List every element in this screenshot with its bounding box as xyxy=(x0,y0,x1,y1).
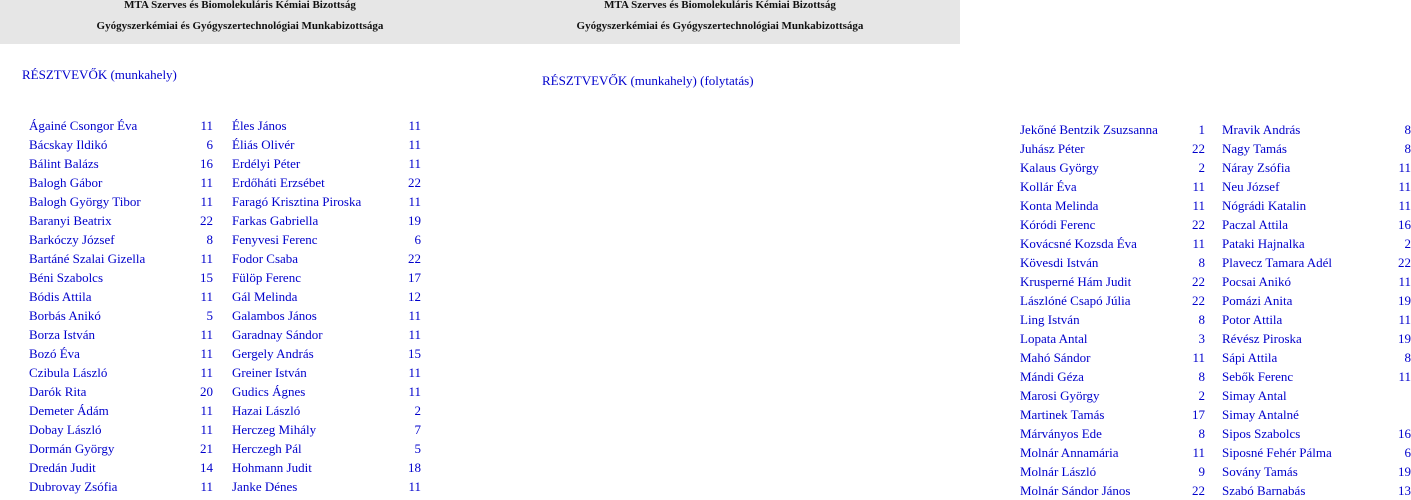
participant-name: Éliás Olivér xyxy=(232,135,294,154)
workplace-number: 19 xyxy=(1398,462,1411,481)
participant-name: Herczeg Mihály xyxy=(232,420,316,439)
participant-name: Demeter Ádám xyxy=(29,401,109,420)
workplace-number: 6 xyxy=(415,230,422,249)
workplace-number: 11 xyxy=(1398,196,1411,215)
participant-row xyxy=(1222,234,1411,253)
page-title: RÉSZTVEVŐK (munkahely) xyxy=(22,67,177,83)
workplace-number: 11 xyxy=(408,135,421,154)
workplace-number: 8 xyxy=(1405,348,1411,367)
participant-name: Ágainé Csongor Éva xyxy=(29,116,137,135)
participant-name: Ling István xyxy=(1020,310,1080,329)
workplace-number: 15 xyxy=(200,268,213,287)
participant-name: Galambos János xyxy=(232,306,317,325)
participant-row xyxy=(232,439,421,458)
participant-row xyxy=(1222,481,1411,500)
workplace-number: 16 xyxy=(1398,424,1411,443)
participant-name: Kalaus György xyxy=(1020,158,1099,177)
participant-name: Farkas Gabriella xyxy=(232,211,318,230)
participant-row xyxy=(29,287,213,306)
participant-row xyxy=(232,325,421,344)
participant-list-col2 xyxy=(1222,120,1411,500)
participant-row xyxy=(1020,234,1205,253)
workplace-number: 11 xyxy=(200,325,213,344)
participant-name: Balogh György Tibor xyxy=(29,192,141,211)
participant-name: Mravik András xyxy=(1222,120,1300,139)
workplace-number: 11 xyxy=(1398,158,1411,177)
participant-name: Bácskay Ildikó xyxy=(29,135,107,154)
participant-name: Sovány Tamás xyxy=(1222,462,1298,481)
participant-row xyxy=(1020,329,1205,348)
participant-name: Lászlóné Csapó Júlia xyxy=(1020,291,1130,310)
workplace-number: 11 xyxy=(408,382,421,401)
participant-name: Neu József xyxy=(1222,177,1279,196)
participant-name: Juhász Péter xyxy=(1020,139,1085,158)
workplace-number: 11 xyxy=(408,192,421,211)
workplace-number: 11 xyxy=(1192,234,1205,253)
participant-name: Náray Zsófia xyxy=(1222,158,1290,177)
header-subcommittee: Gyógyszerkémiai és Gyógyszertechnológiai Munkabizottsága xyxy=(0,20,480,32)
page-header xyxy=(480,0,960,44)
participant-name: Szabó Barnabás xyxy=(1222,481,1305,500)
participant-name: Pataki Hajnalka xyxy=(1222,234,1305,253)
participant-row xyxy=(232,344,421,363)
workplace-number: 22 xyxy=(408,249,421,268)
participant-name: Bálint Balázs xyxy=(29,154,99,173)
participant-name: Garadnay Sándor xyxy=(232,325,323,344)
workplace-number: 12 xyxy=(408,287,421,306)
participant-name: Plavecz Tamara Adél xyxy=(1222,253,1332,272)
participant-name: Molnár László xyxy=(1020,462,1096,481)
participant-name: Sebők Ferenc xyxy=(1222,367,1293,386)
participant-row xyxy=(1020,139,1205,158)
workplace-number: 14 xyxy=(200,458,213,477)
workplace-number: 21 xyxy=(200,439,213,458)
participant-row xyxy=(232,135,421,154)
participant-row xyxy=(1222,310,1411,329)
participant-row xyxy=(1222,215,1411,234)
participant-name: Herczegh Pál xyxy=(232,439,302,458)
participant-name: Nógrádi Katalin xyxy=(1222,196,1306,215)
workplace-number: 22 xyxy=(1398,253,1411,272)
participant-row xyxy=(1222,462,1411,481)
participant-row xyxy=(1020,253,1205,272)
participant-name: Greiner István xyxy=(232,363,307,382)
participant-row xyxy=(1222,348,1411,367)
participant-row xyxy=(29,344,213,363)
participant-name: Jekőné Bentzik Zsuzsanna xyxy=(1020,120,1158,139)
participant-row xyxy=(232,268,421,287)
participant-row xyxy=(1222,386,1411,405)
workplace-number: 2 xyxy=(415,401,422,420)
participant-name: Nagy Tamás xyxy=(1222,139,1287,158)
participant-name: Borza István xyxy=(29,325,95,344)
participant-row xyxy=(1020,196,1205,215)
workplace-number: 16 xyxy=(200,154,213,173)
participant-row xyxy=(29,382,213,401)
workplace-number: 11 xyxy=(200,344,213,363)
participant-name: Bódis Attila xyxy=(29,287,91,306)
participant-row xyxy=(232,382,421,401)
participant-row xyxy=(29,420,213,439)
workplace-number: 3 xyxy=(1199,329,1206,348)
participant-name: Bartáné Szalai Gizella xyxy=(29,249,145,268)
right-page xyxy=(480,0,960,499)
participant-row xyxy=(1020,367,1205,386)
participant-row xyxy=(1222,177,1411,196)
participant-row xyxy=(1222,139,1411,158)
participant-row xyxy=(232,230,421,249)
participant-row xyxy=(1020,158,1205,177)
workplace-number: 11 xyxy=(1398,367,1411,386)
participant-row xyxy=(29,325,213,344)
workplace-number: 11 xyxy=(408,116,421,135)
workplace-number: 6 xyxy=(1405,443,1411,462)
participant-name: Mahó Sándor xyxy=(1020,348,1090,367)
participant-row xyxy=(29,135,213,154)
participant-row xyxy=(1020,272,1205,291)
participant-name: Borbás Anikó xyxy=(29,306,101,325)
participant-row xyxy=(1222,272,1411,291)
participant-row xyxy=(232,401,421,420)
participant-row xyxy=(1222,158,1411,177)
participant-row xyxy=(1222,253,1411,272)
workplace-number: 13 xyxy=(1398,481,1411,500)
workplace-number: 11 xyxy=(200,401,213,420)
participant-row xyxy=(1020,177,1205,196)
participant-list-col1 xyxy=(29,116,213,496)
participant-name: Fülöp Ferenc xyxy=(232,268,301,287)
participant-row xyxy=(1222,196,1411,215)
participant-row xyxy=(29,211,213,230)
participant-row xyxy=(1020,310,1205,329)
workplace-number: 11 xyxy=(200,192,213,211)
participant-name: Baranyi Beatrix xyxy=(29,211,112,230)
participant-row xyxy=(232,211,421,230)
workplace-number: 11 xyxy=(408,306,421,325)
participant-name: Márványos Ede xyxy=(1020,424,1102,443)
participant-row xyxy=(1222,405,1411,424)
participant-name: Czibula László xyxy=(29,363,107,382)
participant-row xyxy=(29,173,213,192)
participant-name: Konta Melinda xyxy=(1020,196,1098,215)
participant-row xyxy=(232,477,421,496)
workplace-number: 2 xyxy=(1199,386,1206,405)
participant-row xyxy=(29,401,213,420)
workplace-number: 11 xyxy=(200,116,213,135)
workplace-number: 11 xyxy=(1398,177,1411,196)
participant-name: Simay Antalné xyxy=(1222,405,1299,424)
workplace-number: 8 xyxy=(1199,424,1206,443)
header-subcommittee: Gyógyszerkémiai és Gyógyszertechnológiai Munkabizottsága xyxy=(480,20,960,32)
participant-row xyxy=(29,363,213,382)
workplace-number: 9 xyxy=(1199,462,1206,481)
participant-row xyxy=(29,306,213,325)
participant-name: Gergely András xyxy=(232,344,314,363)
participant-row xyxy=(232,287,421,306)
participant-name: Kövesdi István xyxy=(1020,253,1098,272)
participant-name: Janke Dénes xyxy=(232,477,297,496)
participant-row xyxy=(29,268,213,287)
participant-row xyxy=(232,249,421,268)
participant-name: Mándi Géza xyxy=(1020,367,1084,386)
participant-row xyxy=(1222,329,1411,348)
participant-row xyxy=(1020,386,1205,405)
participant-name: Dubrovay Zsófia xyxy=(29,477,117,496)
participant-name: Pocsai Anikó xyxy=(1222,272,1291,291)
workplace-number: 1 xyxy=(1199,120,1206,139)
page-header xyxy=(0,0,480,44)
workplace-number: 5 xyxy=(415,439,422,458)
participant-row xyxy=(1020,405,1205,424)
workplace-number: 11 xyxy=(200,249,213,268)
workplace-number: 17 xyxy=(1192,405,1205,424)
workplace-number: 18 xyxy=(408,458,421,477)
participant-row xyxy=(232,173,421,192)
workplace-number: 7 xyxy=(415,420,422,439)
workplace-number: 20 xyxy=(200,382,213,401)
participant-row xyxy=(29,458,213,477)
workplace-number: 22 xyxy=(1192,481,1205,500)
participant-name: Kovácsné Kozsda Éva xyxy=(1020,234,1137,253)
workplace-number: 19 xyxy=(1398,291,1411,310)
participant-row xyxy=(1020,215,1205,234)
workplace-number: 11 xyxy=(200,363,213,382)
participant-name: Paczal Attila xyxy=(1222,215,1288,234)
workplace-number: 2 xyxy=(1199,158,1206,177)
participant-name: Dredán Judit xyxy=(29,458,96,477)
participant-name: Martinek Tamás xyxy=(1020,405,1104,424)
workplace-number: 22 xyxy=(1192,272,1205,291)
participant-name: Fodor Csaba xyxy=(232,249,298,268)
participant-row xyxy=(232,363,421,382)
page-title: RÉSZTVEVŐK (munkahely) (folytatás) xyxy=(542,73,754,89)
participant-name: Éles János xyxy=(232,116,287,135)
participant-row xyxy=(29,230,213,249)
workplace-number: 11 xyxy=(1398,310,1411,329)
participant-name: Darók Rita xyxy=(29,382,86,401)
workplace-number: 11 xyxy=(1192,443,1205,462)
participant-row xyxy=(1020,348,1205,367)
participant-name: Molnár Annamária xyxy=(1020,443,1119,462)
participant-name: Krusperné Hám Judit xyxy=(1020,272,1131,291)
participant-row xyxy=(232,306,421,325)
workplace-number: 22 xyxy=(1192,139,1205,158)
workplace-number: 11 xyxy=(408,325,421,344)
workplace-number: 8 xyxy=(1405,120,1411,139)
participant-row xyxy=(29,249,213,268)
participant-row xyxy=(1020,291,1205,310)
workplace-number: 8 xyxy=(1199,367,1206,386)
workplace-number: 2 xyxy=(1405,234,1411,253)
header-committee: MTA Szerves és Biomolekuláris Kémiai Bizottság xyxy=(480,0,960,11)
workplace-number: 11 xyxy=(408,477,421,496)
left-page xyxy=(0,0,480,499)
workplace-number: 16 xyxy=(1398,215,1411,234)
workplace-number: 22 xyxy=(1192,291,1205,310)
workplace-number: 8 xyxy=(1199,310,1206,329)
participant-name: Faragó Krisztina Piroska xyxy=(232,192,361,211)
participant-row xyxy=(232,458,421,477)
participant-name: Molnár Sándor János xyxy=(1020,481,1131,500)
participant-name: Erdőháti Erzsébet xyxy=(232,173,325,192)
participant-list-col2 xyxy=(232,116,421,496)
participant-row xyxy=(29,477,213,496)
participant-row xyxy=(29,192,213,211)
participant-name: Révész Piroska xyxy=(1222,329,1302,348)
participant-row xyxy=(1222,424,1411,443)
participant-row xyxy=(232,192,421,211)
participant-name: Pomázi Anita xyxy=(1222,291,1292,310)
participant-row xyxy=(1020,481,1205,500)
workplace-number: 11 xyxy=(1398,272,1411,291)
workplace-number: 11 xyxy=(200,287,213,306)
workplace-number: 8 xyxy=(1199,253,1206,272)
participant-row xyxy=(29,154,213,173)
participant-row xyxy=(1222,120,1411,139)
participant-row xyxy=(1020,424,1205,443)
participant-name: Balogh Gábor xyxy=(29,173,102,192)
workplace-number: 22 xyxy=(200,211,213,230)
workplace-number: 22 xyxy=(408,173,421,192)
participant-name: Simay Antal xyxy=(1222,386,1287,405)
participant-row xyxy=(232,420,421,439)
participant-name: Gál Melinda xyxy=(232,287,297,306)
workplace-number: 17 xyxy=(408,268,421,287)
participant-row xyxy=(232,116,421,135)
participant-name: Kollár Éva xyxy=(1020,177,1077,196)
participant-row xyxy=(1222,291,1411,310)
workplace-number: 6 xyxy=(207,135,214,154)
participant-name: Bozó Éva xyxy=(29,344,80,363)
participant-row xyxy=(1222,367,1411,386)
workplace-number: 11 xyxy=(200,477,213,496)
participant-name: Hazai László xyxy=(232,401,300,420)
header-committee: MTA Szerves és Biomolekuláris Kémiai Bizottság xyxy=(0,0,480,11)
participant-name: Erdélyi Péter xyxy=(232,154,300,173)
participant-name: Kóródi Ferenc xyxy=(1020,215,1095,234)
workplace-number: 11 xyxy=(1192,348,1205,367)
participant-row xyxy=(232,154,421,173)
workplace-number: 19 xyxy=(408,211,421,230)
participant-name: Siposné Fehér Pálma xyxy=(1222,443,1332,462)
workplace-number: 11 xyxy=(408,154,421,173)
participant-row xyxy=(29,116,213,135)
participant-row xyxy=(29,439,213,458)
workplace-number: 19 xyxy=(1398,329,1411,348)
workplace-number: 11 xyxy=(200,420,213,439)
participant-row xyxy=(1020,462,1205,481)
participant-row xyxy=(1222,443,1411,462)
participant-name: Sápi Attila xyxy=(1222,348,1277,367)
participant-name: Dormán György xyxy=(29,439,114,458)
workplace-number: 8 xyxy=(207,230,214,249)
workplace-number: 15 xyxy=(408,344,421,363)
workplace-number: 11 xyxy=(408,363,421,382)
participant-name: Potor Attila xyxy=(1222,310,1282,329)
participant-name: Marosi György xyxy=(1020,386,1100,405)
participant-name: Barkóczy József xyxy=(29,230,115,249)
participant-name: Gudics Ágnes xyxy=(232,382,305,401)
workplace-number: 11 xyxy=(1192,177,1205,196)
participant-name: Dobay László xyxy=(29,420,102,439)
participant-name: Béni Szabolcs xyxy=(29,268,103,287)
workplace-number: 5 xyxy=(207,306,214,325)
workplace-number: 8 xyxy=(1405,139,1411,158)
participant-row xyxy=(1020,120,1205,139)
participant-name: Hohmann Judit xyxy=(232,458,312,477)
participant-name: Lopata Antal xyxy=(1020,329,1088,348)
participant-row xyxy=(1020,443,1205,462)
workplace-number: 22 xyxy=(1192,215,1205,234)
participant-name: Sipos Szabolcs xyxy=(1222,424,1300,443)
participant-name: Fenyvesi Ferenc xyxy=(232,230,318,249)
workplace-number: 11 xyxy=(200,173,213,192)
workplace-number: 11 xyxy=(1192,196,1205,215)
participant-list-col1 xyxy=(1020,120,1205,500)
